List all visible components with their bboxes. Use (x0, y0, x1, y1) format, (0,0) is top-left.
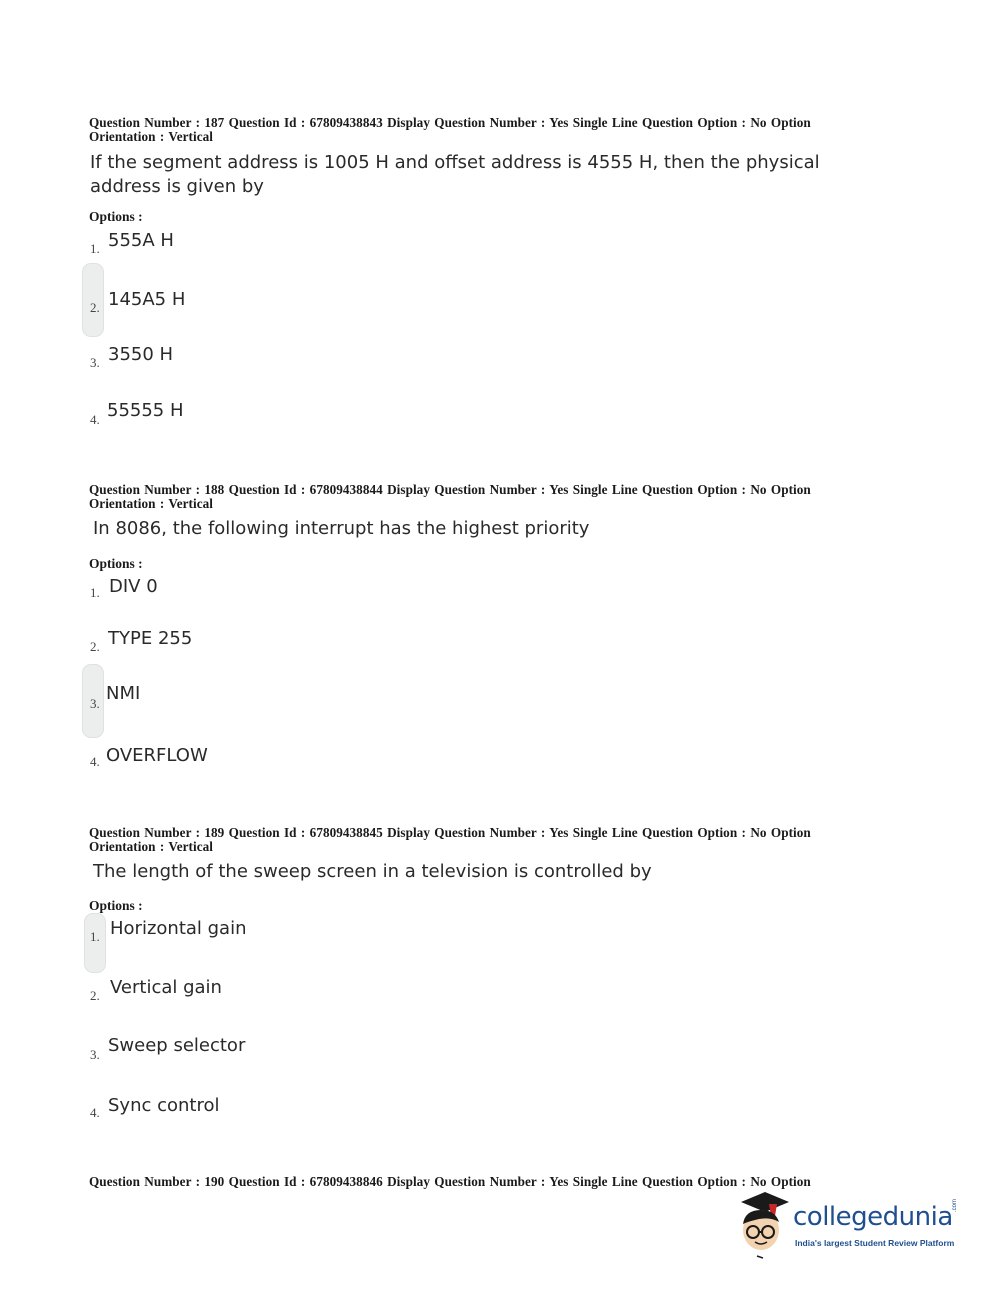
option-text: OVERFLOW (106, 745, 208, 766)
option-number: 1. (90, 585, 100, 600)
mascot-icon (735, 1190, 795, 1260)
options-label: Options : (89, 209, 143, 224)
question-meta-line1: Question Number : 189 Question Id : 67809438845 Display Question Number : Yes Single Line Question Option : No Option (89, 825, 811, 840)
option-text: 3550 H (108, 344, 174, 365)
option-2[interactable] (84, 626, 384, 686)
option-text: TYPE 255 (108, 628, 193, 649)
option-number: 4. (90, 754, 100, 769)
option-number: 3. (90, 696, 100, 711)
option-text: Vertical gain (110, 977, 222, 998)
collegedunia-logo (735, 1190, 960, 1260)
option-4[interactable] (84, 398, 384, 458)
question-text: If the segment address is 1005 H and offset address is 4555 H, then the physical address is given by (90, 152, 820, 197)
question-meta-line1: Question Number : 187 Question Id : 67809438843 Display Question Number : Yes Single Line Question Option : No Option (89, 115, 811, 130)
option-3[interactable] (84, 1033, 384, 1093)
option-number: 3. (90, 1047, 100, 1062)
logo-brand-text: collegedunia (793, 1202, 953, 1232)
question-meta-line1: Question Number : 188 Question Id : 67809438844 Display Question Number : Yes Single Line Question Option : No Option (89, 482, 811, 497)
option-text: 145A5 H (108, 289, 186, 310)
question-meta-line2: Orientation : Vertical (89, 496, 213, 511)
option-1[interactable] (84, 228, 384, 288)
question-text: The length of the sweep screen in a television is controlled by (93, 861, 652, 882)
logo-tagline: India's largest Student Review Platform (795, 1238, 955, 1248)
question-meta (89, 483, 879, 511)
option-1[interactable] (84, 574, 384, 634)
option-text: Sync control (108, 1095, 220, 1116)
option-3[interactable] (84, 342, 384, 402)
logo-suffix: .com (952, 1198, 958, 1212)
option-number: 3. (90, 355, 100, 370)
option-2[interactable] (84, 287, 384, 347)
option-number: 1. (90, 241, 100, 256)
option-4[interactable] (84, 1093, 384, 1153)
question-meta-line2: Orientation : Vertical (89, 129, 213, 144)
option-4[interactable] (84, 743, 384, 803)
question-meta (89, 116, 879, 144)
option-text: Horizontal gain (110, 918, 247, 939)
option-number: 2. (90, 639, 100, 654)
option-1[interactable] (84, 916, 384, 976)
option-text: 555A H (108, 230, 174, 251)
question-text: In 8086, the following interrupt has the highest priority (93, 518, 590, 539)
options-label: Options : (89, 898, 143, 913)
options-label: Options : (89, 556, 143, 571)
question-meta (89, 826, 879, 854)
option-3[interactable] (84, 681, 384, 741)
option-text: NMI (106, 683, 141, 704)
option-number: 1. (90, 929, 100, 944)
option-text: DIV 0 (109, 576, 158, 597)
option-number: 2. (90, 988, 100, 1003)
question-meta (89, 1175, 879, 1189)
question-meta-line1: Question Number : 190 Question Id : 67809438846 Display Question Number : Yes Single Line Question Option : No Option (89, 1174, 811, 1189)
option-number: 4. (90, 412, 100, 427)
option-number: 4. (90, 1105, 100, 1120)
option-number: 2. (90, 300, 100, 315)
question-meta-line2: Orientation : Vertical (89, 839, 213, 854)
option-text: 55555 H (107, 400, 184, 421)
option-text: Sweep selector (108, 1035, 246, 1056)
option-2[interactable] (84, 975, 384, 1035)
